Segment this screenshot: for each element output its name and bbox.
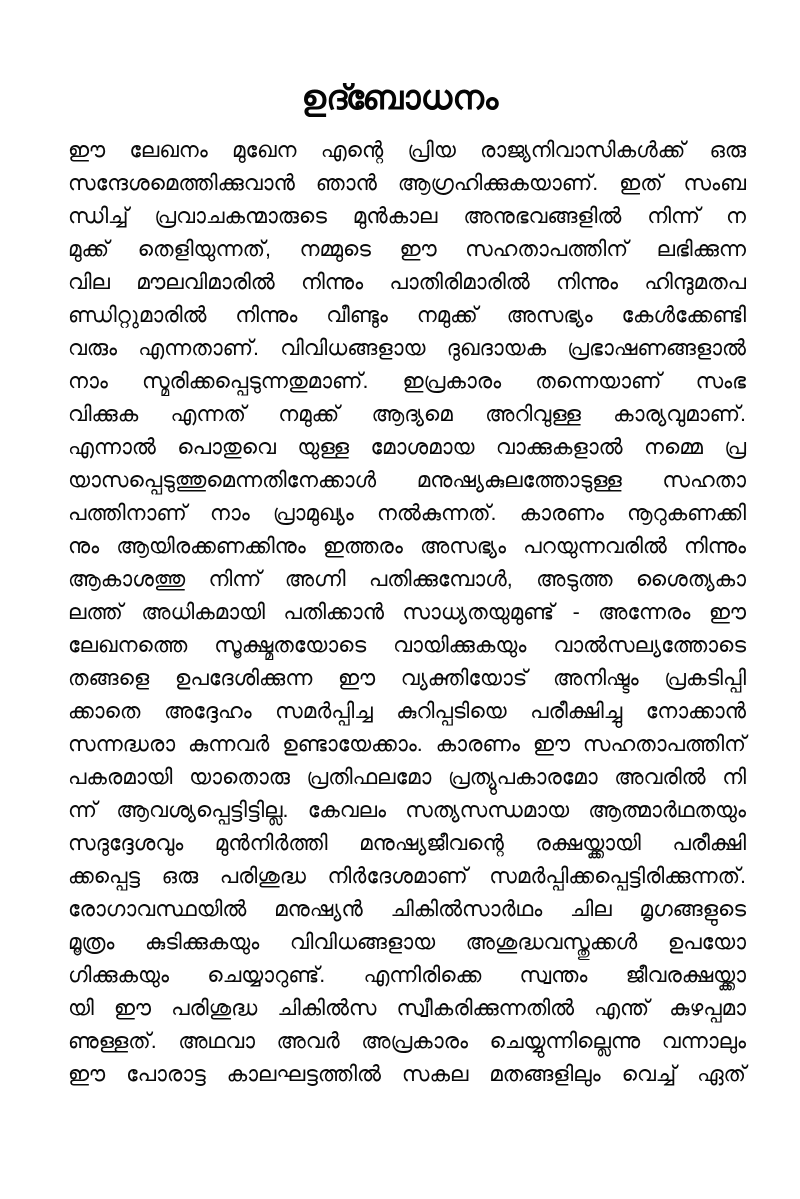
text-line: ന്ന് ആവശ്യപ്പെട്ടിട്ടില്ല. കേവലം സത്യസന്ധമായ ആത്മാർഥതയും bbox=[68, 798, 746, 822]
text-line: പകരമായി യാതൊരു പ്രതിഫലമോ പ്രത്യുപകാരമോ അവരിൽ നി bbox=[68, 765, 746, 789]
text-line: ക്കപ്പെട്ട ഒരു പരിശുദ്ധ നിർദേശമാണ് സമർപ്പിക്കപ്പെട്ടിരിക്കുന്നത്. bbox=[68, 864, 746, 888]
text-line: ഗിക്കുകയും ചെയ്യാറുണ്ട്. എന്നിരിക്കെ സ്വന്തം ജീവരക്ഷയ്ക്കാ bbox=[68, 963, 746, 987]
text-line: യാസപ്പെടുത്തുമെന്നതിനേക്കാൾ മനുഷ്യകുലത്തോടുള്ള സഹതാ bbox=[68, 468, 746, 492]
text-line: ഈ പോരാട്ട കാലഘട്ടത്തിൽ സകല മതങ്ങളിലും വെച്ച് ഏത് bbox=[68, 1062, 746, 1086]
text-line: നാം സ്മരിക്കപ്പെടുന്നതുമാണ്. ഇപ്രകാരം തന്നെയാണ് സംഭ bbox=[68, 369, 746, 393]
text-line: വില മൗലവിമാരിൽ നിന്നും പാതിരിമാരിൽ നിന്നും ഹിന്ദുമതപ bbox=[68, 270, 746, 294]
text-line: വരും എന്നതാണ്. വിവിധങ്ങളായ ദുഖദായക പ്രഭാഷണങ്ങളാൽ bbox=[68, 336, 746, 360]
text-line: വിക്കുക എന്നത് നമുക്ക് ആദ്യമെ അറിവുള്ള കാര്യവുമാണ്. bbox=[68, 402, 746, 426]
text-line: തങ്ങളെ ഉപദേശിക്കുന്ന ഈ വ്യക്തിയോട് അനിഷ്ടം പ്രകടിപ്പി bbox=[68, 666, 746, 690]
text-line: രോഗാവസ്ഥയിൽ മനുഷ്യൻ ചികിൽസാർഥം ചില മൃഗങ്ങളുടെ bbox=[68, 897, 746, 921]
text-line: സദുദ്ദേശവും മുൻനിർത്തി മനുഷ്യജീവന്റെ രക്ഷയ്ക്കായി പരീക്ഷി bbox=[68, 831, 746, 855]
text-line: പത്തിനാണ് നാം പ്രാമുഖ്യം നൽകുന്നത്. കാരണം നൂറുകണക്കി bbox=[68, 501, 746, 525]
text-line: ന്ധിച്ച് പ്രവാചകന്മാരുടെ മുൻകാല അനുഭവങ്ങളിൽ നിന്ന് ന bbox=[68, 204, 746, 228]
text-line: എന്നാൽ പൊതുവെ യുള്ള മോശമായ വാക്കുകളാൽ നമ്മെ പ്ര bbox=[68, 435, 746, 459]
text-line: ഈ ലേഖനം മുഖേന എന്റെ പ്രിയ രാജ്യനിവാസികൾക്ക് ഒരു bbox=[68, 138, 746, 162]
text-line: ലേഖനത്തെ സൂക്ഷ്മതയോടെ വായിക്കുകയും വാൽസല്യത്തോടെ bbox=[68, 633, 746, 657]
text-line: യി ഈ പരിശുദ്ധ ചികിൽസ സ്വീകരിക്കുന്നതിൽ എന്ത് കുഴപ്പമാ bbox=[68, 996, 746, 1020]
text-line: ക്കാതെ അദ്ദേഹം സമർപ്പിച്ച കുറിപ്പടിയെ പരീക്ഷിച്ചു നോക്കാൻ bbox=[68, 699, 746, 723]
text-line: മുക്ക് തെളിയുന്നത്, നമ്മുടെ ഈ സഹതാപത്തിന് ലഭിക്കുന്ന bbox=[68, 237, 746, 261]
text-line: ണ്ഡിറ്റുമാരിൽ നിന്നും വീണ്ടും നമുക്ക് അസഭ്യം കേൾക്കേണ്ടി bbox=[68, 303, 746, 327]
text-line: മൂത്രം കുടിക്കുകയും വിവിധങ്ങളായ അശുദ്ധവസ്തുക്കൾ ഉപയോ bbox=[68, 930, 746, 954]
text-line: ആകാശത്തു നിന്ന് അഗ്നി പതിക്കുമ്പോൾ, അടുത്ത ശൈത്യകാ bbox=[68, 567, 746, 591]
body-text-block bbox=[68, 134, 746, 1091]
text-line: സന്ദേശമെത്തിക്കുവാൻ ഞാൻ ആഗ്രഹിക്കുകയാണ്. ഇത് സംബ bbox=[68, 171, 746, 195]
text-line: നും ആയിരക്കണക്കിനും ഇത്തരം അസഭ്യം പറയുന്നവരിൽ നിന്നും bbox=[68, 534, 746, 558]
page-title: ഉദ്ബോധനം bbox=[301, 78, 499, 117]
text-line: ലത്ത് അധികമായി പതിക്കാൻ സാധ്യതയുമുണ്ട് - അന്നേരം ഈ bbox=[68, 600, 746, 624]
text-line: ണുള്ളത്. അഥവാ അവർ അപ്രകാരം ചെയ്യുന്നില്ലെന്നു വന്നാലും bbox=[68, 1029, 746, 1053]
text-line: സന്നദ്ധരാ കുന്നവർ ഉണ്ടായേക്കാം. കാരണം ഈ സഹതാപത്തിന് bbox=[68, 732, 746, 756]
